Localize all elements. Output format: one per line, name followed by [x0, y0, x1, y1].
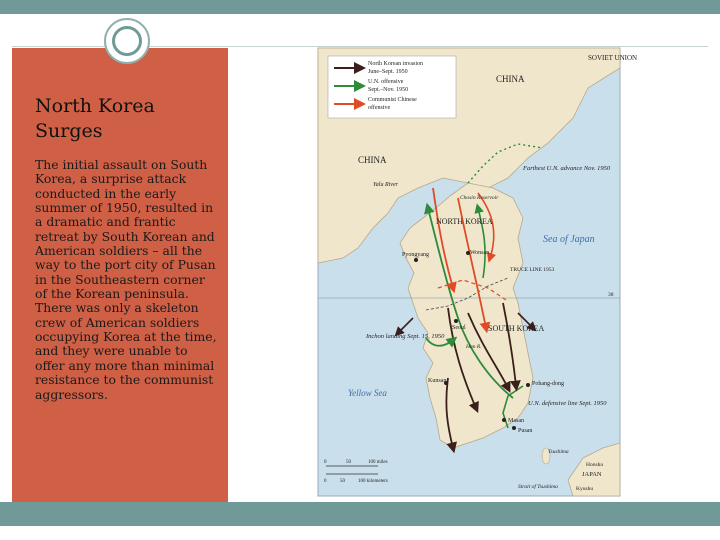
label-yellow-sea: Yellow Sea [348, 388, 387, 398]
label-inchon: Inchon landing Sept. 15, 1950 [366, 333, 445, 340]
circle-inner-ring [112, 26, 142, 56]
label-north-korea: NORTH KOREA [436, 217, 493, 226]
label-soviet-union: SOVIET UNION [588, 54, 638, 62]
bottom-accent-bar [0, 502, 720, 526]
legend-nk-label: North Korean invasion [368, 61, 423, 67]
label-yalu: Yalu River [373, 182, 398, 188]
label-china-ne: CHINA [496, 74, 525, 84]
scale-50-miles: 50 [346, 460, 351, 465]
circle-ornament-icon [104, 18, 150, 64]
label-seoul: Seoul [452, 325, 466, 331]
pohang-dot [526, 383, 530, 387]
label-kunsan: Kunsan [428, 378, 447, 384]
label-honshu: Honshu [586, 462, 604, 468]
label-farthest-advance: Farthest U.N. advance Nov. 1950 [523, 165, 611, 172]
label-strait: Strait of Tsushima [518, 484, 558, 490]
korean-war-map [318, 48, 638, 496]
label-pyongyang: Pyongyang [402, 252, 429, 258]
label-38: 38 [608, 292, 614, 298]
label-defense-line: U.N. defensive line Sept. 1950 [528, 400, 607, 407]
scale-100-km: 100 kilometers [358, 479, 388, 484]
pyongyang-dot [414, 258, 418, 262]
label-china-w: CHINA [358, 155, 387, 165]
label-truce-line: TRUCE LINE 1953 [510, 267, 555, 273]
scale-50-km: 50 [340, 479, 345, 484]
top-accent-bar [0, 0, 720, 14]
legend-cn-label: Communist Chinese [368, 97, 417, 103]
label-han: Han R. [466, 344, 482, 350]
label-japan: JAPAN [582, 471, 602, 478]
masan-dot [502, 418, 506, 422]
legend-un-sub: Sept.–Nov. 1950 [368, 87, 409, 93]
legend-nk-sub: June–Sept. 1950 [368, 69, 408, 75]
scale-zero-km: 0 [324, 479, 327, 484]
slide-body: The initial assault on South Korea, a surprise attack conducted in the early summer of 1950, resulted in a dramatic and frantic retreat by South Korean and American soldiers – all the way to the port city of Pusan in the Southeastern corner of the Korean peninsula. There was only a skeleton crew of American soldiers occupying Korea at the time, and they were unable to offer any more than minimal resistance to the communist aggressors. [35, 157, 217, 402]
label-chosin: Chosin Reservoir [460, 195, 499, 201]
label-south-korea: SOUTH KOREA [488, 324, 545, 333]
label-pusan: Pusan [518, 428, 533, 434]
label-masan: Masan [508, 418, 524, 424]
pusan-dot [512, 426, 516, 430]
scale-100-miles: 100 miles [368, 460, 388, 465]
seoul-dot [454, 319, 458, 323]
scale-zero-miles: 0 [324, 460, 327, 465]
label-wonsan: Wonsan [470, 250, 490, 256]
label-pohang: Pohang-dong [532, 381, 564, 387]
legend-un-label: U.N. offensive [368, 79, 404, 85]
label-tsushima: Tsushima [548, 449, 569, 455]
legend-cn-sub: offensive [368, 105, 391, 111]
label-kyushu: Kyushu [576, 486, 594, 492]
label-sea-of-japan: Sea of Japan [543, 234, 595, 245]
slide-title: North Korea Surges [35, 95, 155, 142]
